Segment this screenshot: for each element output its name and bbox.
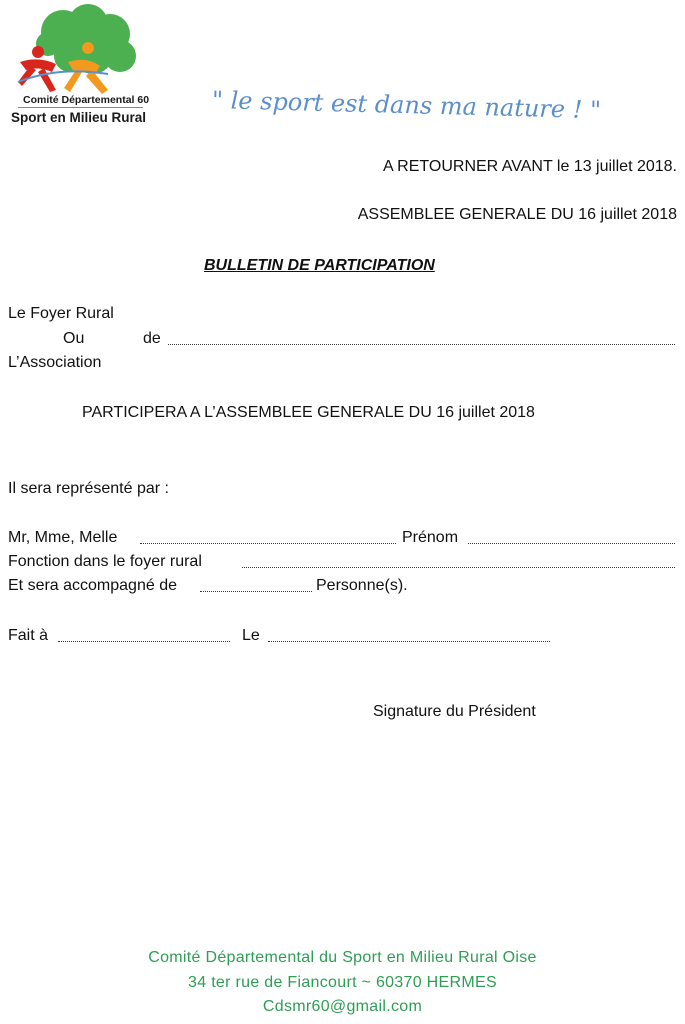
logo-line-2: Sport en Milieu Rural <box>11 110 147 125</box>
footer-email: Cdsmr60@gmail.com <box>262 998 423 1015</box>
place-label: Fait à <box>8 627 49 644</box>
org-or-label: Ou <box>63 330 85 347</box>
accompanied-count-field[interactable] <box>200 591 312 592</box>
form-title: BULLETIN DE PARTICIPATION <box>204 257 435 274</box>
org-foyer-label: Le Foyer Rural <box>8 305 114 322</box>
firstname-label: Prénom <box>402 529 459 546</box>
org-association-label: L’Association <box>8 354 102 371</box>
org-de-label: de <box>143 330 161 347</box>
persons-label: Personne(s). <box>316 577 408 594</box>
logo <box>8 4 158 128</box>
slogan: " le sport est dans ma nature ! " <box>211 86 602 125</box>
assembly-date: ASSEMBLEE GENERALE DU 16 juillet 2018 <box>357 206 677 223</box>
footer-address: 34 ter rue de Fiancourt ~ 60370 HERMES <box>188 974 497 991</box>
function-label: Fonction dans le foyer rural <box>8 553 202 570</box>
name-label: Mr, Mme, Melle <box>8 529 118 546</box>
return-deadline: A RETOURNER AVANT le 13 juillet 2018. <box>382 158 677 175</box>
participation-statement: PARTICIPERA A L’ASSEMBLEE GENERALE DU 16 juillet 2018 <box>82 404 535 421</box>
date-field[interactable] <box>268 641 550 642</box>
firstname-field[interactable] <box>468 543 675 544</box>
signature-label: Signature du Président <box>373 703 536 720</box>
logo-graphic <box>8 4 158 99</box>
logo-divider <box>18 107 143 108</box>
represented-by-label: Il sera représenté par : <box>8 480 169 497</box>
org-name-field[interactable] <box>168 344 675 345</box>
place-field[interactable] <box>58 641 230 642</box>
accompanied-label: Et sera accompagné de <box>8 577 177 594</box>
date-label: Le <box>242 627 260 644</box>
footer-organisation: Comité Départemental du Sport en Milieu Rural Oise <box>148 949 537 966</box>
function-field[interactable] <box>242 567 675 568</box>
name-field[interactable] <box>140 543 396 544</box>
logo-line-1: Comité Départemental 60 <box>23 94 150 106</box>
